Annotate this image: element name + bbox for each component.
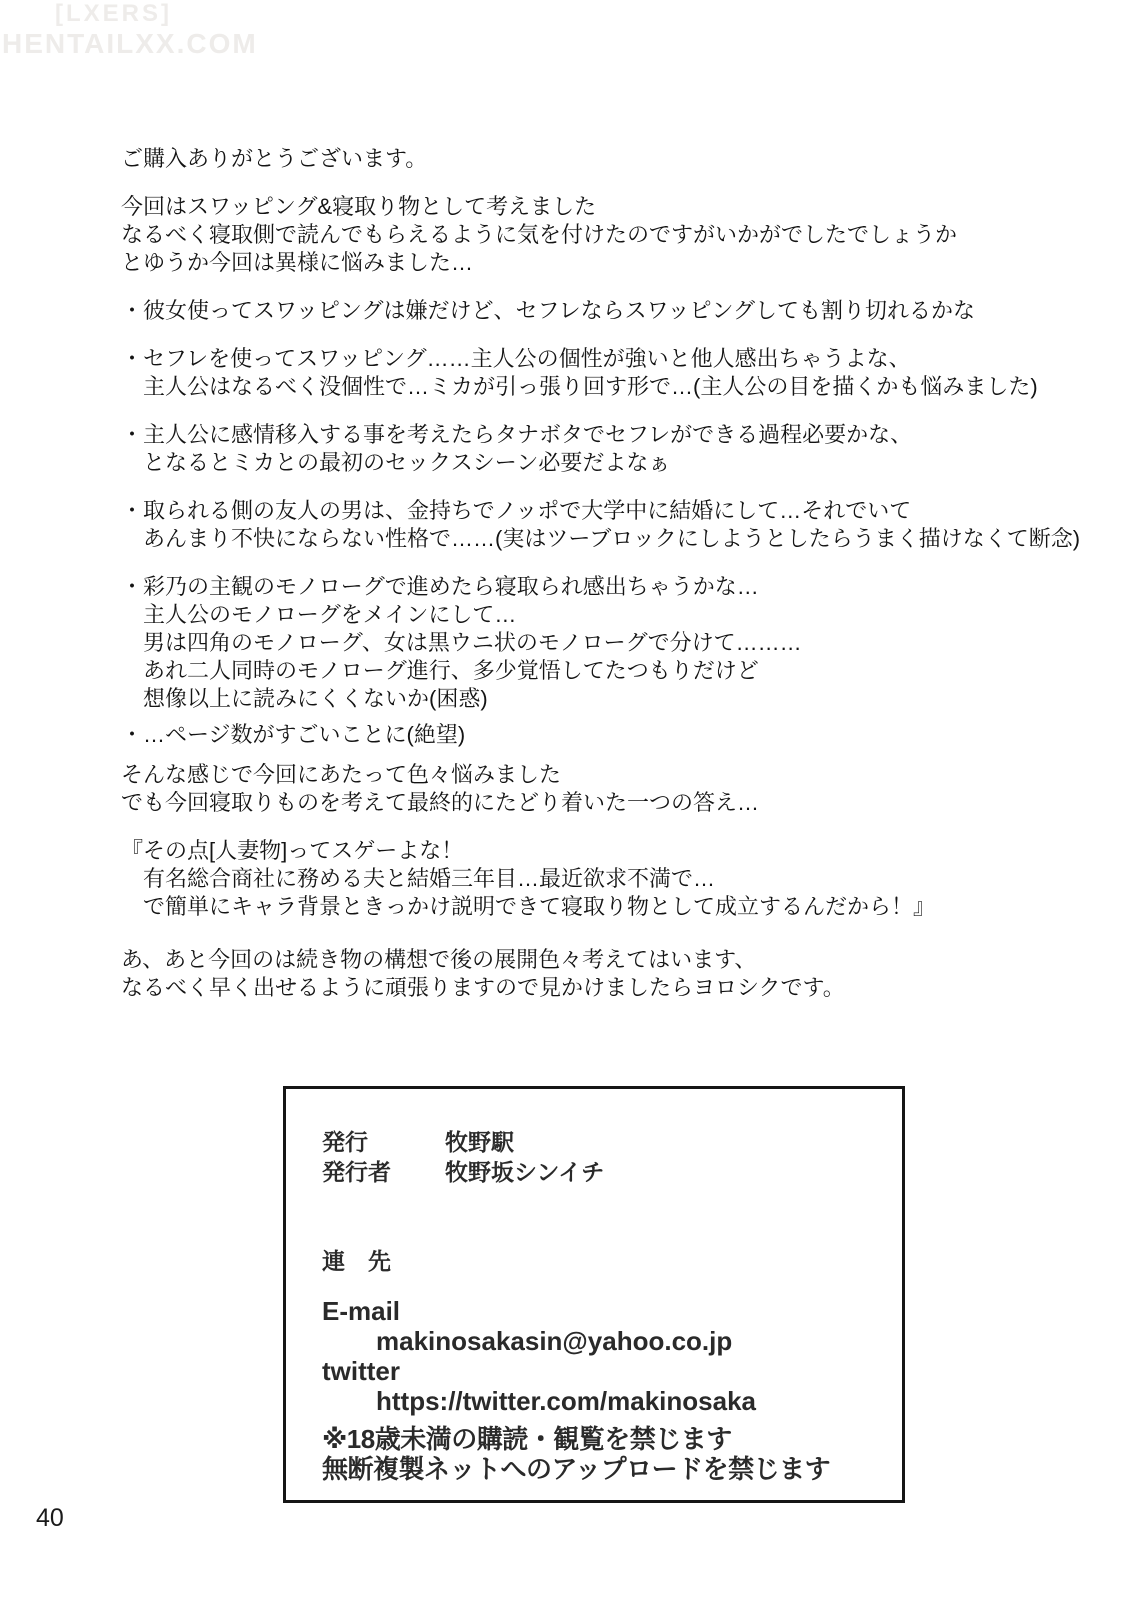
body-line: なるべく寝取側で読んでもらえるように気を付けたのですがいかがでしたでしょうか	[121, 222, 958, 247]
body-line: ・彼女使ってスワッピングは嫌だけど、セフレならスワッピングしても割り切れるかな	[121, 298, 976, 323]
paragraph	[121, 297, 1101, 325]
body-line: 有名総合商社に務める夫と結婚三年目…最近欲求不満で…	[121, 866, 716, 891]
body-line: あ、あと今回のは続き物の構想で後の展開色々考えてはいます、	[121, 947, 757, 972]
paragraph	[121, 193, 1101, 277]
age-restriction-notice: ※18歳未満の購読・観覧を禁じます	[322, 1424, 732, 1454]
body-line: ご購入ありがとうございます。	[121, 146, 428, 171]
body-line: なるべく早く出せるように頑張りますので見かけましたらヨロシクです。	[121, 975, 845, 1000]
paragraph	[121, 421, 1101, 477]
twitter-url: https://twitter.com/makinosaka	[376, 1386, 756, 1416]
body-line: 主人公のモノローグをメインにして…	[121, 602, 517, 627]
notice-block	[322, 1424, 892, 1484]
paragraph	[121, 573, 1101, 713]
body-line: 今回はスワッピング&寝取り物として考えました	[121, 194, 597, 219]
body-text	[121, 145, 1101, 1022]
watermark	[0, 2, 258, 58]
email-address: makinosakasin@yahoo.co.jp	[376, 1326, 733, 1356]
colophon-box	[283, 1086, 905, 1503]
body-line: 主人公はなるべく没個性で…ミカが引っ張り回す形で…(主人公の目を描くかも悩みました)	[121, 374, 1038, 399]
body-line: で簡単にキャラ背景ときっかけ説明できて寝取り物として成立するんだから！』	[121, 894, 936, 919]
email-label: E-mail	[322, 1296, 401, 1326]
paragraph	[121, 761, 1101, 817]
paragraph	[121, 946, 1101, 1002]
body-line: 想像以上に読みにくくないか(困惑)	[121, 686, 488, 711]
watermark-group-tag: [LXERS]	[55, 0, 172, 27]
publication-info	[322, 1127, 892, 1187]
author-row	[322, 1157, 892, 1187]
page-number: 40	[36, 1504, 64, 1532]
body-line: そんな感じで今回にあたって色々悩みました	[121, 762, 562, 787]
body-line: ・セフレを使ってスワッピング……主人公の個性が強いと他人感出ちゃうよな、	[121, 346, 911, 371]
body-line: ・取られる側の友人の男は、金持ちでノッポで大学中に結婚にして…それでいて	[121, 498, 912, 523]
body-line: ・主人公に感情移入する事を考えたらタナボタでセフレができる過程必要かな、	[121, 422, 913, 447]
publisher-value: 牧野駅	[445, 1129, 514, 1155]
watermark-site-url: HENTAILXX.COM	[2, 28, 258, 59]
body-line: 男は四角のモノローグ、女は黒ウニ状のモノローグで分けて………	[121, 630, 802, 655]
paragraph	[121, 497, 1101, 553]
no-reproduction-notice: 無断複製ネットへのアップロードを禁じます	[322, 1454, 831, 1484]
paragraph	[121, 345, 1101, 401]
twitter-label: twitter	[322, 1356, 400, 1386]
body-line: とゆうか今回は異様に悩みました…	[121, 250, 474, 275]
body-line: あれ二人同時のモノローグ進行、多少覚悟してたつもりだけど	[121, 658, 759, 683]
contact-label: 連 先	[322, 1248, 391, 1274]
paragraph	[121, 145, 1101, 173]
body-line: ・…ページ数がすごいことに(絶望)	[121, 722, 466, 747]
paragraph	[121, 721, 1101, 749]
author-label: 発行者	[322, 1159, 391, 1185]
author-value: 牧野坂シンイチ	[445, 1159, 605, 1185]
body-line: ・彩乃の主観のモノローグで進めたら寝取られ感出ちゃうかな…	[121, 574, 759, 599]
contact-block	[322, 1296, 892, 1416]
body-line: でも今回寝取りものを考えて最終的にたどり着いた一つの答え…	[121, 790, 760, 815]
paragraph	[121, 837, 1101, 921]
publisher-label: 発行	[322, 1129, 368, 1155]
publisher-row	[322, 1127, 892, 1157]
body-line: となるとミカとの最初のセックスシーン必要だよなぁ	[121, 450, 671, 475]
body-line: あんまり不快にならない性格で……(実はツーブロックにしようとしたらうまく描けなくて断念)	[121, 526, 1081, 551]
body-line: 『その点[人妻物]ってスゲーよな！	[121, 838, 464, 863]
